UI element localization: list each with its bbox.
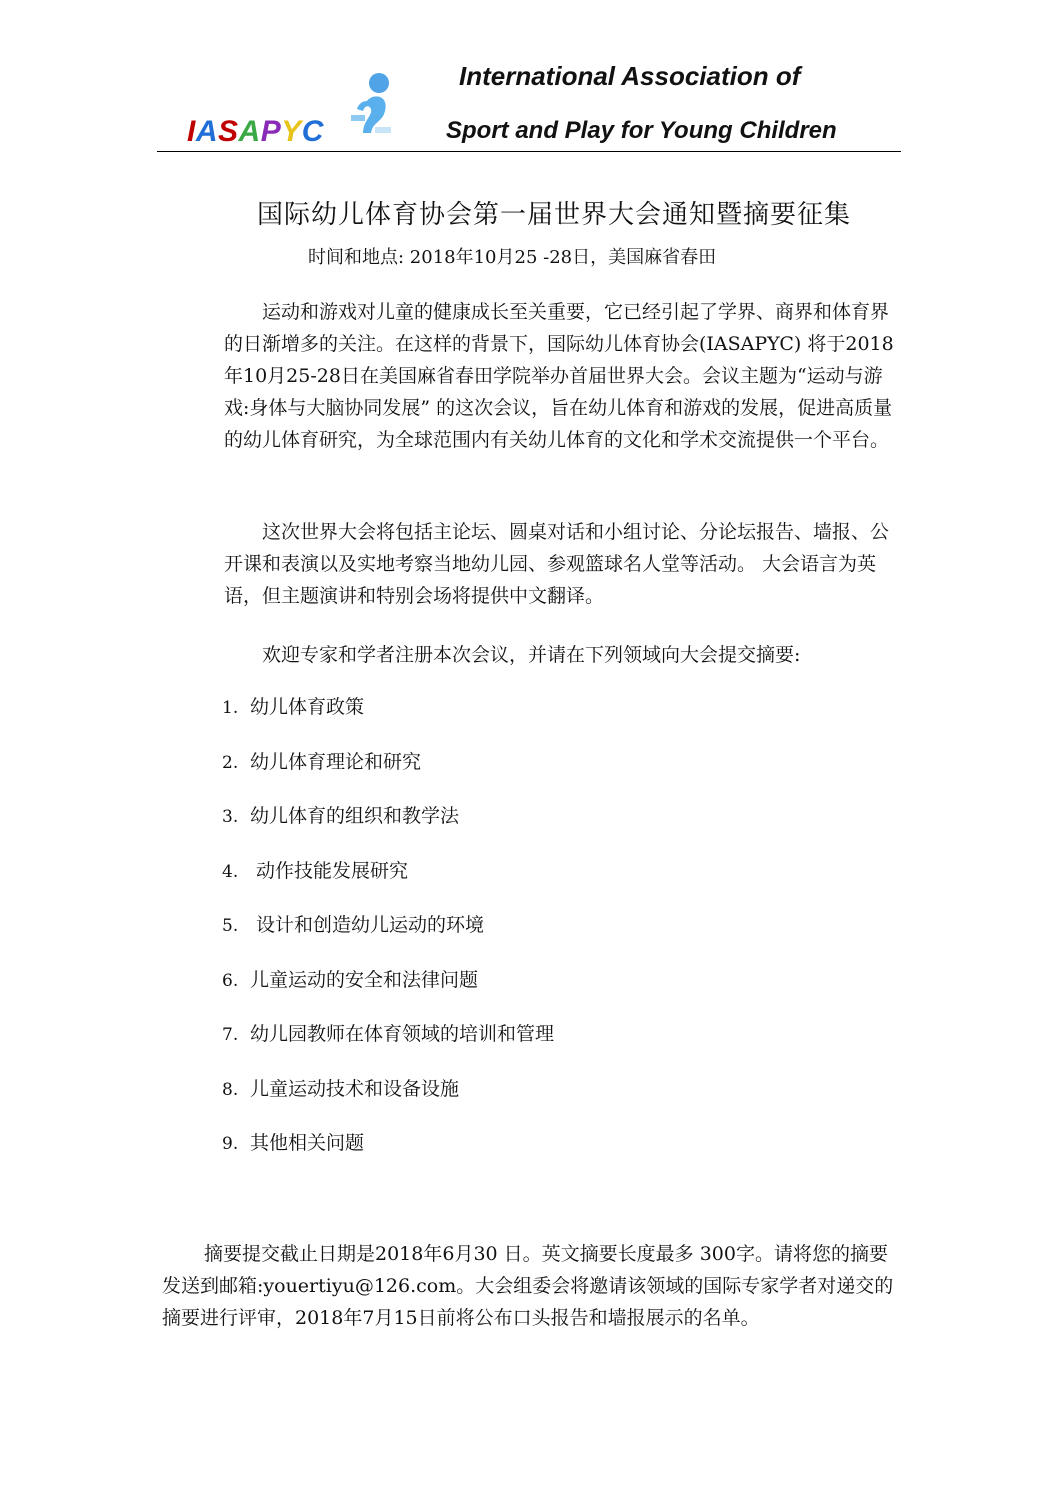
org-name-line2: Sport and Play for Young Children xyxy=(446,117,837,144)
document-title: 国际幼儿体育协会第一届世界大会通知暨摘要征集 xyxy=(256,200,851,230)
intro-paragraph: 运动和游戏对儿童的健康成长至关重要，它已经引起了学界、商界和体育界的日渐增多的关注。在这样的背景下，国际幼儿体育协会(IASAPYC) 将于2018年10月25-28日在美国麻省春田学院举办首届世界大会。会议主题为“运动与游戏:身体与大脑协同发展” 的这次会议，旨在幼儿体育和游戏的发展，促进高质量的幼儿体育研究，为全球范围内有关幼儿体育的文化和学术交流提供一个平台。 xyxy=(224,301,894,451)
list-item: 1. 幼儿体育政策 xyxy=(222,696,365,718)
logo-letter: A xyxy=(238,115,261,148)
list-item: 8. 儿童运动技术和设备设施 xyxy=(222,1077,460,1100)
program-paragraph: 这次世界大会将包括主论坛、圆桌对话和小组讨论、分论坛报告、墙报、公开课和表演以及实地考察当地幼儿园、参观篮球名人堂等活动。 大会语言为英语，但主题演讲和特别会场将提供中文翻译。 xyxy=(224,521,890,607)
submission-paragraph: 摘要提交截止日期是2018年6月30 日。英文摘要长度最多 300字。请将您的摘要发送到邮箱:youertiyu@126.com。大会组委会将邀请该领域的国际专家学者对递交的摘要进行评审，2018年7月15日前将公布口头报告和墙报展示的名单。 xyxy=(162,1243,894,1329)
list-item: 3. 幼儿体育的组织和教学法 xyxy=(222,805,460,827)
list-item: 2. 幼儿体育理论和研究 xyxy=(222,750,422,773)
list-item: 9. 其他相关问题 xyxy=(222,1132,365,1154)
logo-letter: P xyxy=(260,115,282,148)
logo-letter: A xyxy=(195,115,219,148)
logo-figure-icon xyxy=(345,71,397,143)
header-divider xyxy=(157,151,901,152)
list-item: 5. 设计和创造幼儿运动的环境 xyxy=(222,914,485,936)
welcome-text: 欢迎专家和学者注册本次会议，并请在下列领域向大会提交摘要: xyxy=(262,644,801,666)
logo-letter: Y xyxy=(281,115,302,148)
topic-list xyxy=(222,690,554,1181)
logo-letter: I xyxy=(187,115,196,148)
org-name-line1: International Association of xyxy=(459,61,801,91)
list-item: 7. 幼儿园教师在体育领域的培训和管理 xyxy=(222,1023,555,1045)
list-item: 6. 儿童运动的安全和法律问题 xyxy=(222,968,479,991)
logo-text xyxy=(187,115,324,149)
letterhead xyxy=(157,55,901,153)
list-item: 4. 动作技能发展研究 xyxy=(222,859,409,882)
logo-letter: S xyxy=(218,115,239,148)
time-and-place: 时间和地点: 2018年10月25 -28日，美国麻省春田 xyxy=(308,247,717,268)
logo-letter: C xyxy=(301,115,324,148)
